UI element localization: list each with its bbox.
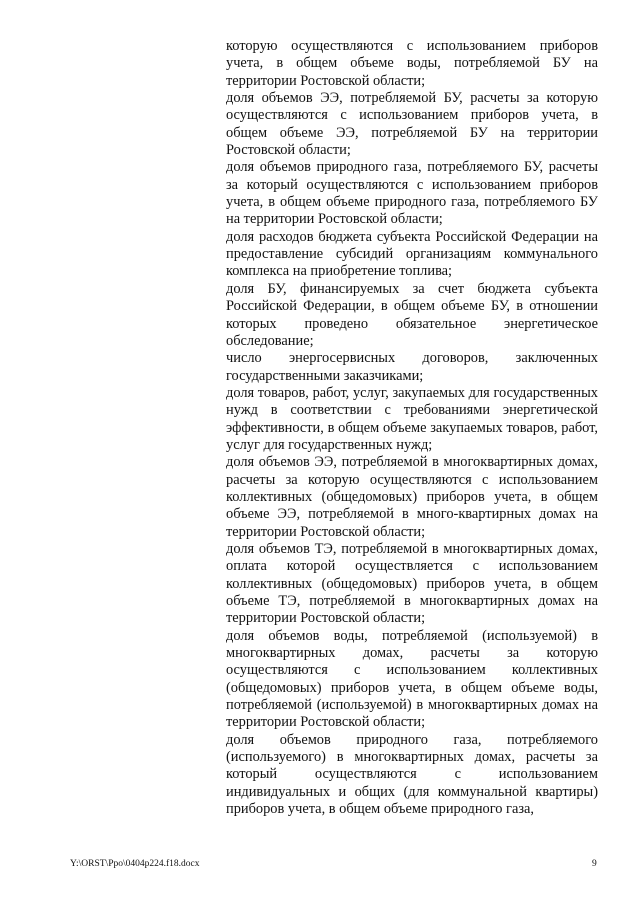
paragraph-4: доля расходов бюджета субъекта Российской Федерации на предоставление субсидий организациям коммунального комплекса на приобретение топлива; <box>226 228 598 280</box>
footer-page-number: 9 <box>592 859 597 869</box>
footer-file-path: Y:\ORST\Ppo\0404p224.f18.docx <box>70 859 200 869</box>
paragraph-11: доля объемов природного газа, потребляемого (используемого) в многоквартирных домах, расчеты за который осуществляются с использованием индивидуальных и общих (для коммунальной квартиры) приборов учета, в общем объеме природного газа, <box>226 731 598 818</box>
text-column <box>226 38 598 818</box>
paragraph-1: которую осуществляются с использованием приборов учета, в общем объеме воды, потребляемой БУ на территории Ростовской области; <box>226 38 598 89</box>
paragraph-2: доля объемов ЭЭ, потребляемой БУ, расчеты за которую осуществляются с использованием приборов учета, в общем объеме ЭЭ, потребляемой БУ на территории Ростовской области; <box>226 90 598 159</box>
paragraph-10: доля объемов воды, потребляемой (используемой) в многоквартирных домах, расчеты за которую осуществляются с использованием коллективных (общедомовых) приборов учета, в общем объеме воды, потребляемой (используемой) в многоквартирных домах на территории Ростовской области; <box>226 627 598 731</box>
paragraph-3: доля объемов природного газа, потребляемого БУ, расчеты за который осуществляются с использованием приборов учета, в общем объеме природного газа, потребляемого БУ на территории Ростовской области; <box>226 159 598 228</box>
paragraph-8: доля объемов ЭЭ, потребляемой в многоквартирных домах, расчеты за которую осуществляются с использованием коллективных (общедомовых) приборов учета, в общем объеме ЭЭ, потребляемой в много-квартирных домах на территории Ростовской области; <box>226 454 598 540</box>
paragraph-7: доля товаров, работ, услуг, закупаемых для государственных нужд в соответствии с требованиями энергетической эффективности, в общем объеме закупаемых товаров, работ, услуг для государственных нужд; <box>226 384 598 453</box>
paragraph-6: число энергосервисных договоров, заключенных государственными заказчиками; <box>226 350 598 384</box>
paragraph-9: доля объемов ТЭ, потребляемой в многоквартирных домах, оплата которой осуществляется с использованием коллективных (общедомовых) приборов учета, в общем объеме ТЭ, потребляемой в многоквартирных домах на территории Ростовской области; <box>226 540 598 627</box>
paragraph-5: доля БУ, финансируемых за счет бюджета субъекта Российской Федерации, в общем объеме БУ, в отношении которых проведено обязательное энергетическое обследование; <box>226 280 598 349</box>
